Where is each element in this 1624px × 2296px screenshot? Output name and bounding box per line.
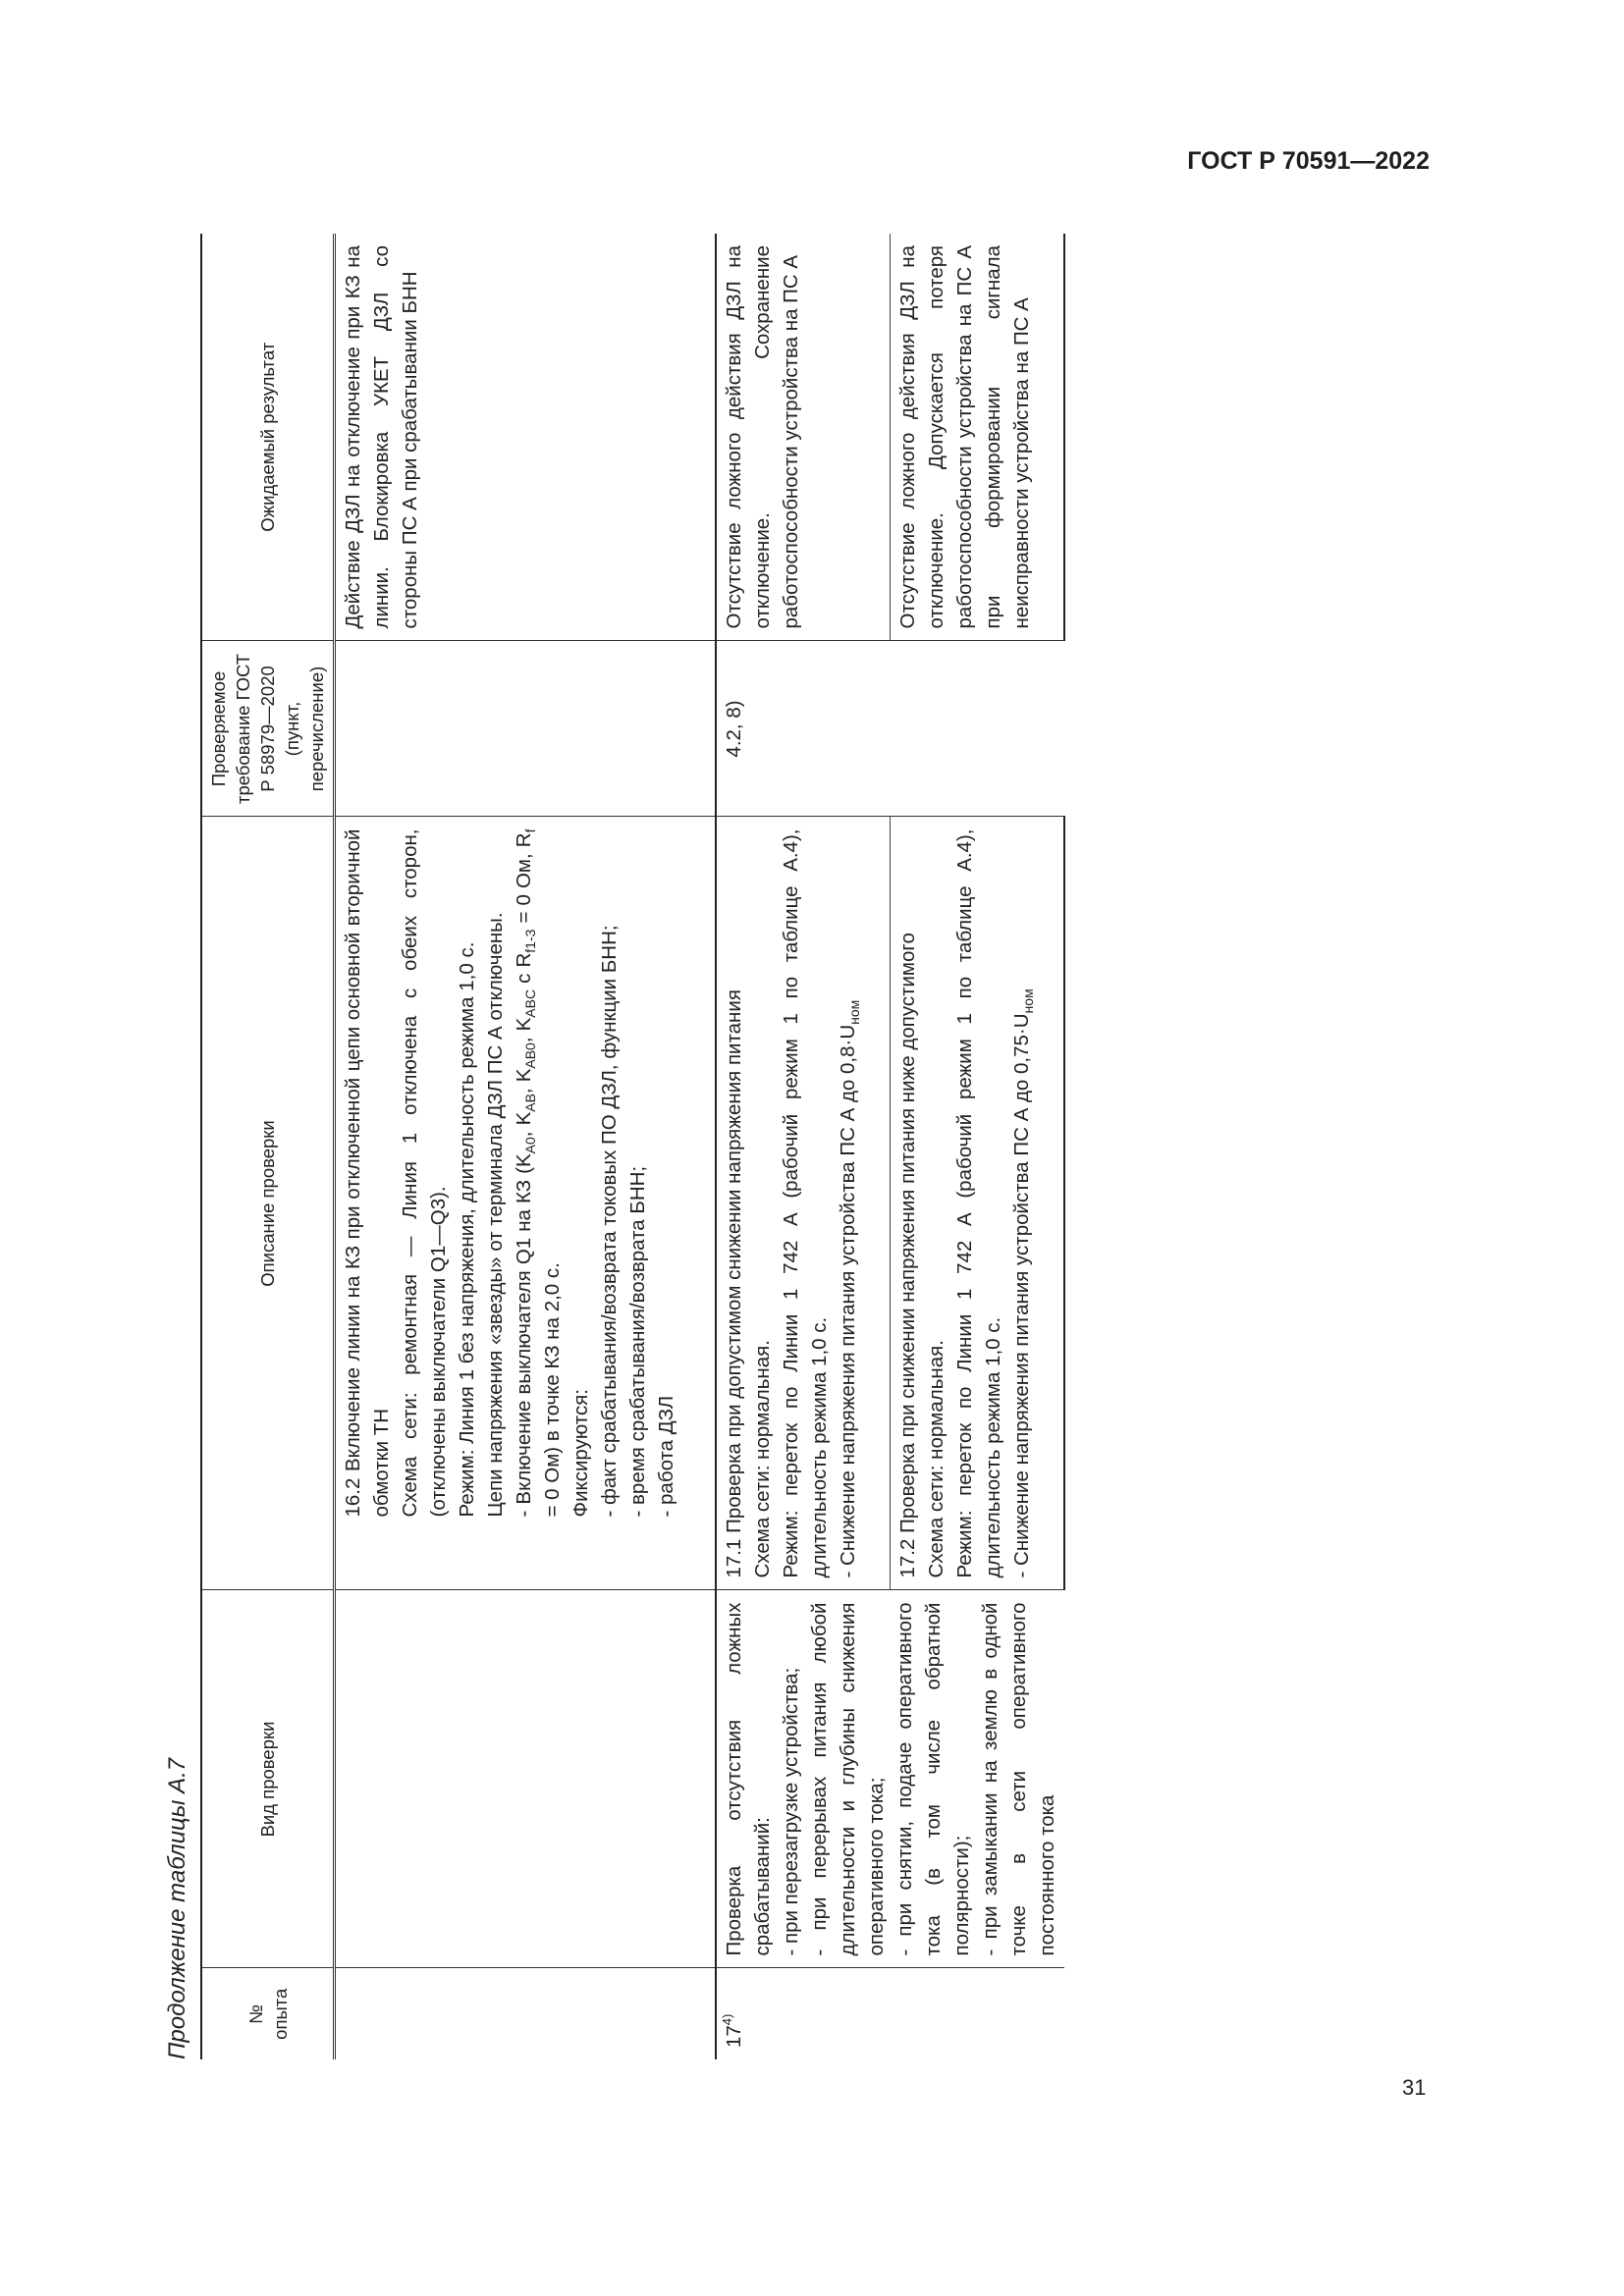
description-heading: 17.2 Проверка при снижении напряжения питания ниже допустимого	[896, 933, 919, 1578]
cell-result: Действие ДЗЛ на отключение при КЗ на линии. Блокировка УКЕТ ДЗЛ со стороны ПС А при срабатывании БНН	[335, 234, 717, 641]
table-caption: Продолжение таблицы А.7	[164, 1757, 190, 2059]
page-number: 31	[1402, 2075, 1427, 2100]
formula-text: = 0 Ом) в точке КЗ на 2,0 с.	[541, 1262, 564, 1518]
formula-sub: A0	[522, 1137, 538, 1154]
description-heading: 17.1 Проверка при допустимом снижении напряжения питания	[723, 989, 745, 1578]
formula-text: - Снижение напряжения питания устройства ПС А до 0,75·U	[1010, 1013, 1033, 1578]
description-heading: 16.2 Включение линии на КЗ при отключенной цепи основной вторичной обмотки ТН	[342, 828, 393, 1518]
description-formula-line	[510, 829, 567, 1578]
table-header-row	[201, 234, 335, 2059]
type-line: - при перерывах питания любой длительности и глубины снижения оперативного тока;	[808, 1602, 888, 1956]
type-line: Проверка отсутствия ложных срабатываний:	[723, 1602, 774, 1956]
cell-type	[716, 1590, 1064, 1968]
table-row	[335, 234, 717, 2059]
formula-text: с R	[513, 952, 535, 989]
cell-description	[891, 817, 1065, 1590]
description-line	[1007, 829, 1036, 1578]
description-line: Режим: Линия 1 без напряжения, длительность режима 1,0 с.	[456, 941, 478, 1518]
table-row	[716, 234, 891, 2059]
description-line: Режим: переток по Линии 1 742 А (рабочий режим 1 по таблице А.4), длительность режима 1,0 с.	[780, 828, 831, 1578]
header-description: Описание проверки	[201, 817, 335, 1590]
footnote-mark: 4)	[720, 2013, 734, 2026]
document-code: ГОСТ Р 70591—2022	[1187, 147, 1430, 175]
cell-requirement	[335, 641, 717, 817]
formula-sub: ABC	[522, 988, 538, 1018]
formula-sub: AB	[522, 1094, 538, 1112]
cell-type	[335, 1590, 717, 1968]
rotated-table-area	[155, 234, 1204, 2059]
formula-text: = 0 Ом, R	[513, 832, 535, 930]
header-requirement: Проверяемое требование ГОСТ Р 58979—2020 (пункт, перечисление)	[201, 641, 335, 817]
formula-text: , K	[513, 1111, 535, 1138]
description-line: Фиксируются:	[569, 1389, 592, 1518]
description-line: Схема сети: ремонтная — Линия 1 отключена с обеих сторон, (отключены выключатели Q1—Q3).	[399, 828, 450, 1518]
description-line	[834, 829, 862, 1578]
cell-description	[716, 817, 891, 1590]
cell-requirement: 4.2, 8)	[716, 641, 1064, 817]
header-result: Ожидаемый результат	[201, 234, 335, 641]
type-line: - при перезагрузке устройства;	[780, 1667, 802, 1956]
header-type: Вид проверки	[201, 1590, 335, 1968]
formula-sub: f1-3	[522, 929, 538, 953]
description-line: Схема сети: нормальная.	[925, 1340, 947, 1578]
row-number: 17	[723, 2025, 745, 2048]
cell-description	[335, 817, 717, 1590]
test-table	[200, 234, 1065, 2059]
formula-text: - Снижение напряжения питания устройства ПС А до 0,8·U	[837, 1024, 859, 1578]
formula-text: , K	[513, 1068, 535, 1095]
description-line: Схема сети: нормальная.	[751, 1340, 774, 1578]
cell-result: Отсутствие ложного действия ДЗЛ на отключение. Сохранение работоспособности устройства на ПС А	[716, 234, 891, 641]
formula-text: - Включение выключателя Q1 на КЗ (K	[513, 1153, 535, 1518]
description-line: - время срабатывания/возврата БНН;	[626, 1165, 649, 1518]
cell-num	[716, 1968, 1064, 2059]
header-num: № опыта	[201, 1968, 335, 2059]
formula-sub: f	[522, 828, 538, 833]
type-line: - при снятии, подаче оперативного тока (в том числе обратной полярности);	[893, 1602, 973, 1956]
formula-sub: AB0	[522, 1042, 538, 1069]
formula-sub: ном	[1020, 988, 1036, 1014]
description-line: - факт срабатывания/возврата токовых ПО ДЗЛ, функции БНН;	[598, 925, 621, 1518]
table-container	[200, 234, 1204, 2059]
description-line: Режим: переток по Линии 1 742 А (рабочий режим 1 по таблице А.4), длительность режима 1,0 с.	[953, 828, 1004, 1578]
formula-sub: ном	[846, 999, 862, 1025]
type-line: - при замыкании на землю в одной точке в сети оперативного постоянного тока	[979, 1602, 1058, 1956]
description-line: Цепи напряжения «звезды» от терминала ДЗЛ ПС А отключены.	[484, 912, 507, 1518]
cell-result: Отсутствие ложного действия ДЗЛ на отключение. Допускается потеря работоспособности устройства на ПС А при формировании сигнала неисправности устройства на ПС А	[891, 234, 1065, 641]
cell-num	[335, 1968, 717, 2059]
description-line: - работа ДЗЛ	[655, 1395, 677, 1518]
formula-text: , K	[513, 1017, 535, 1043]
